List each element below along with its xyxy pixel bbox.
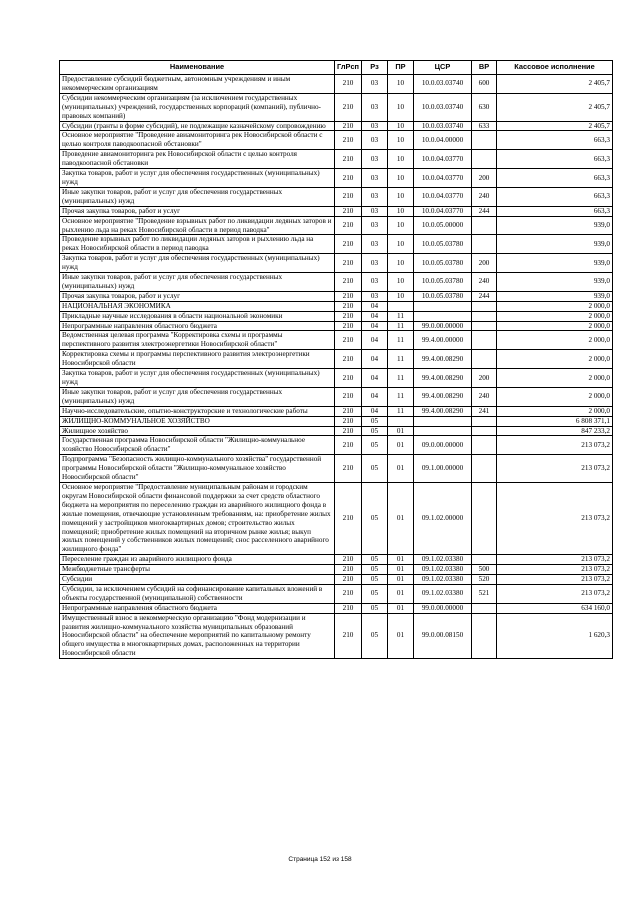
table-row [60, 321, 613, 331]
row-csr: 10.0.04.03770 [414, 169, 472, 188]
row-rz: 05 [362, 436, 388, 455]
row-pr: 11 [388, 321, 414, 331]
table-row [60, 482, 613, 554]
row-amount: 663,3 [497, 131, 613, 150]
row-vr [472, 455, 497, 483]
row-amount: 663,3 [497, 150, 613, 169]
row-vr: 630 [472, 93, 497, 121]
row-pr: 11 [388, 369, 414, 388]
row-rz: 04 [362, 369, 388, 388]
row-pr: 11 [388, 350, 414, 369]
row-csr: 10.0.03.03740 [414, 75, 472, 94]
row-rz: 04 [362, 321, 388, 331]
row-csr [414, 416, 472, 426]
row-name: Закупка товаров, работ и услуг для обеспечения государственных (муниципальных) нужд [60, 369, 335, 388]
row-glrsp: 210 [335, 254, 362, 273]
row-amount: 2 405,7 [497, 75, 613, 94]
table-row [60, 131, 613, 150]
row-amount: 213 073,2 [497, 482, 613, 554]
row-csr: 10.0.03.03740 [414, 93, 472, 121]
row-glrsp: 210 [335, 575, 362, 585]
row-csr: 10.0.05.00000 [414, 216, 472, 235]
row-vr [472, 555, 497, 565]
row-glrsp: 210 [335, 613, 362, 659]
row-csr: 09.1.02.03380 [414, 575, 472, 585]
row-name: НАЦИОНАЛЬНАЯ ЭКОНОМИКА [60, 301, 335, 311]
row-glrsp: 210 [335, 216, 362, 235]
row-pr: 01 [388, 603, 414, 613]
row-csr: 09.1.02.03380 [414, 565, 472, 575]
row-name: Проведение авиамониторинга рек Новосибирской области с целью контроля паводкоопасной обстановки [60, 150, 335, 169]
row-glrsp: 210 [335, 291, 362, 301]
row-amount: 2 000,0 [497, 387, 613, 406]
row-amount: 213 073,2 [497, 575, 613, 585]
row-amount: 663,3 [497, 169, 613, 188]
row-csr: 10.0.04.03770 [414, 150, 472, 169]
row-amount: 213 073,2 [497, 584, 613, 603]
row-pr: 10 [388, 291, 414, 301]
row-name: Закупка товаров, работ и услуг для обеспечения государственных (муниципальных) нужд [60, 254, 335, 273]
table-row [60, 254, 613, 273]
row-name: Прочая закупка товаров, работ и услуг [60, 206, 335, 216]
row-pr: 10 [388, 169, 414, 188]
row-glrsp: 210 [335, 311, 362, 321]
row-vr: 240 [472, 187, 497, 206]
row-glrsp: 210 [335, 426, 362, 436]
budget-execution-table [59, 60, 613, 659]
row-csr: 10.0.05.03780 [414, 291, 472, 301]
row-rz: 03 [362, 206, 388, 216]
row-glrsp: 210 [335, 555, 362, 565]
row-amount: 6 808 371,1 [497, 416, 613, 426]
row-rz: 03 [362, 291, 388, 301]
row-csr: 10.0.05.03780 [414, 273, 472, 292]
row-vr [472, 216, 497, 235]
row-glrsp: 210 [335, 603, 362, 613]
row-glrsp: 210 [335, 350, 362, 369]
row-csr [414, 311, 472, 321]
row-name: Прикладные научные исследования в области национальной экономики [60, 311, 335, 321]
row-pr: 10 [388, 273, 414, 292]
row-vr [472, 426, 497, 436]
row-rz: 05 [362, 555, 388, 565]
row-amount: 939,0 [497, 291, 613, 301]
row-amount: 663,3 [497, 187, 613, 206]
row-vr: 521 [472, 584, 497, 603]
row-name: Научно-исследовательские, опытно-конструкторские и технологические работы [60, 406, 335, 416]
row-glrsp: 210 [335, 235, 362, 254]
header-rz: Рз [362, 61, 388, 75]
row-amount: 213 073,2 [497, 455, 613, 483]
row-glrsp: 210 [335, 482, 362, 554]
row-csr: 99.0.00.08150 [414, 613, 472, 659]
row-vr [472, 311, 497, 321]
table-row [60, 387, 613, 406]
row-vr: 633 [472, 121, 497, 131]
row-rz: 05 [362, 584, 388, 603]
row-vr [472, 613, 497, 659]
table-row [60, 584, 613, 603]
row-vr: 244 [472, 206, 497, 216]
row-pr: 10 [388, 121, 414, 131]
row-glrsp: 210 [335, 93, 362, 121]
row-glrsp: 210 [335, 187, 362, 206]
row-vr: 200 [472, 254, 497, 273]
row-rz: 03 [362, 131, 388, 150]
table-row [60, 613, 613, 659]
row-pr: 10 [388, 206, 414, 216]
row-name: Межбюджетные трансферты [60, 565, 335, 575]
row-pr: 01 [388, 436, 414, 455]
row-csr: 99.4.00.00000 [414, 331, 472, 350]
row-vr: 244 [472, 291, 497, 301]
row-rz: 05 [362, 575, 388, 585]
table-row [60, 235, 613, 254]
row-rz: 03 [362, 169, 388, 188]
table-row [60, 93, 613, 121]
row-csr: 99.0.00.00000 [414, 321, 472, 331]
header-name: Наименование [60, 61, 335, 75]
row-rz: 04 [362, 406, 388, 416]
row-pr: 11 [388, 311, 414, 321]
row-rz: 05 [362, 613, 388, 659]
header-pr: ПР [388, 61, 414, 75]
row-rz: 04 [362, 331, 388, 350]
row-vr: 600 [472, 75, 497, 94]
row-name: Переселение граждан из аварийного жилищного фонда [60, 555, 335, 565]
row-name: Закупка товаров, работ и услуг для обеспечения государственных (муниципальных) нужд [60, 169, 335, 188]
row-glrsp: 210 [335, 321, 362, 331]
table-row [60, 121, 613, 131]
row-name: Непрограммные направления областного бюджета [60, 321, 335, 331]
header-vr: ВР [472, 61, 497, 75]
row-amount: 847 233,2 [497, 426, 613, 436]
row-rz: 03 [362, 235, 388, 254]
row-rz: 03 [362, 121, 388, 131]
table-row [60, 311, 613, 321]
budget-table-sheet [59, 60, 612, 659]
row-name: Основное мероприятие "Проведение взрывных работ по ликвидации ледяных заторов и рыхлению льда на реках Новосибирской области в период паводка" [60, 216, 335, 235]
row-name: Непрограммные направления областного бюджета [60, 603, 335, 613]
row-amount: 939,0 [497, 216, 613, 235]
header-cash-execution: Кассовое исполнение [497, 61, 613, 75]
row-vr: 520 [472, 575, 497, 585]
row-rz: 03 [362, 216, 388, 235]
row-amount: 2 405,7 [497, 93, 613, 121]
row-glrsp: 210 [335, 331, 362, 350]
row-csr: 10.0.04.00000 [414, 131, 472, 150]
row-rz: 03 [362, 254, 388, 273]
row-pr: 11 [388, 331, 414, 350]
row-rz: 04 [362, 350, 388, 369]
row-csr [414, 426, 472, 436]
row-vr [472, 150, 497, 169]
row-glrsp: 210 [335, 455, 362, 483]
row-pr: 10 [388, 131, 414, 150]
table-row [60, 603, 613, 613]
table-row [60, 406, 613, 416]
row-name: Субсидии (гранты в форме субсидий), не подлежащие казначейскому сопровождению [60, 121, 335, 131]
row-csr: 99.4.00.08290 [414, 369, 472, 388]
row-pr: 01 [388, 565, 414, 575]
header-csr: ЦСР [414, 61, 472, 75]
row-amount: 2 405,7 [497, 121, 613, 131]
row-name: Иные закупки товаров, работ и услуг для обеспечения государственных (муниципальных) нужд [60, 187, 335, 206]
row-csr: 99.4.00.08290 [414, 350, 472, 369]
table-row [60, 565, 613, 575]
row-amount: 213 073,2 [497, 436, 613, 455]
row-glrsp: 210 [335, 436, 362, 455]
row-amount: 634 160,0 [497, 603, 613, 613]
table-row [60, 75, 613, 94]
table-row [60, 436, 613, 455]
row-csr: 09.1.02.00000 [414, 482, 472, 554]
row-vr [472, 482, 497, 554]
table-row [60, 426, 613, 436]
row-name: Иные закупки товаров, работ и услуг для обеспечения государственных (муниципальных) нужд [60, 387, 335, 406]
row-rz: 05 [362, 482, 388, 554]
row-amount: 939,0 [497, 273, 613, 292]
table-row [60, 187, 613, 206]
page-number: Страница 152 из 158 [288, 856, 352, 863]
row-glrsp: 210 [335, 150, 362, 169]
row-name: Субсидии некоммерческим организациям (за исключением государственных (муниципальных) учреждений, государственных корпораций (компаний), публично-правовых компаний) [60, 93, 335, 121]
row-glrsp: 210 [335, 584, 362, 603]
row-amount: 1 620,3 [497, 613, 613, 659]
row-name: Основное мероприятие "Предоставление муниципальным районам и городским округам Новосибирской области финансовой поддержки за счет средств областного бюджета на мероприятия по переселению граждан из аварийного жилищного фонда в жилые помещения, отвечающие установленным требованиям, на: приобретение жилых помещений у застройщиков многоквартирных домов; строительство жилых помещений; приобретение жилых помещений на вторичном рынке жилья; выкуп жилых помещений у собственников жилых помещений; снос расселенного аварийного жилищного фонда" [60, 482, 335, 554]
table-row [60, 350, 613, 369]
row-csr: 10.0.05.03780 [414, 254, 472, 273]
row-pr: 01 [388, 426, 414, 436]
row-rz: 03 [362, 93, 388, 121]
row-name: Имущественный взнос в некоммерческую организацию "Фонд модернизации и развития жилищно-коммунального хозяйства муниципальных образований Новосибирской области" на обеспечение мероприятий по капитальному ремонту общего имущества в многоквартирных домах, расположенных на территории Новосибирской области [60, 613, 335, 659]
row-csr: 99.4.00.08290 [414, 406, 472, 416]
row-rz: 05 [362, 455, 388, 483]
row-vr: 500 [472, 565, 497, 575]
row-amount: 2 000,0 [497, 301, 613, 311]
header-glrsp: ГлРсп [335, 61, 362, 75]
table-row [60, 555, 613, 565]
table-row [60, 455, 613, 483]
row-amount: 939,0 [497, 235, 613, 254]
row-glrsp: 210 [335, 131, 362, 150]
row-pr [388, 301, 414, 311]
row-pr: 01 [388, 584, 414, 603]
row-pr: 01 [388, 575, 414, 585]
row-csr: 10.0.04.03770 [414, 206, 472, 216]
row-pr: 10 [388, 235, 414, 254]
row-rz: 05 [362, 603, 388, 613]
row-amount: 2 000,0 [497, 321, 613, 331]
table-row [60, 273, 613, 292]
row-vr [472, 235, 497, 254]
row-glrsp: 210 [335, 387, 362, 406]
row-name: Подпрограмма "Безопасность жилищно-коммунального хозяйства" государственной программы Новосибирской области "Жилищно-коммунальное хозяйство Новосибирской области" [60, 455, 335, 483]
row-pr: 01 [388, 555, 414, 565]
row-name: Ведомственная целевая программа "Корректировка схемы и программы перспективного развития электроэнергетики Новосибирской области" [60, 331, 335, 350]
table-row [60, 369, 613, 388]
row-rz: 04 [362, 301, 388, 311]
row-vr [472, 603, 497, 613]
row-name: Иные закупки товаров, работ и услуг для обеспечения государственных (муниципальных) нужд [60, 273, 335, 292]
row-vr: 200 [472, 369, 497, 388]
table-row [60, 291, 613, 301]
row-name: Государственная программа Новосибирской области "Жилищно-коммунальное хозяйство Новосибирской области" [60, 436, 335, 455]
row-amount: 2 000,0 [497, 369, 613, 388]
table-row [60, 301, 613, 311]
row-rz: 05 [362, 426, 388, 436]
table-body [60, 75, 613, 659]
row-amount: 2 000,0 [497, 311, 613, 321]
row-vr: 240 [472, 273, 497, 292]
row-amount: 2 000,0 [497, 406, 613, 416]
row-name: Корректировка схемы и программы перспективного развития электроэнергетики Новосибирской области [60, 350, 335, 369]
row-vr [472, 436, 497, 455]
row-amount: 213 073,2 [497, 555, 613, 565]
row-name: Предоставление субсидий бюджетным, автономным учреждениям и иным некоммерческим организациям [60, 75, 335, 94]
row-vr [472, 301, 497, 311]
row-pr: 10 [388, 187, 414, 206]
row-csr: 09.1.00.00000 [414, 455, 472, 483]
row-amount: 663,3 [497, 206, 613, 216]
row-csr: 09.1.02.03380 [414, 584, 472, 603]
row-rz: 03 [362, 273, 388, 292]
row-pr: 10 [388, 254, 414, 273]
row-csr: 10.0.05.03780 [414, 235, 472, 254]
row-pr: 01 [388, 482, 414, 554]
row-amount: 2 000,0 [497, 350, 613, 369]
row-amount: 2 000,0 [497, 331, 613, 350]
row-vr [472, 416, 497, 426]
row-pr [388, 416, 414, 426]
table-row [60, 216, 613, 235]
row-csr: 99.4.00.08290 [414, 387, 472, 406]
row-csr: 10.0.04.03770 [414, 187, 472, 206]
row-vr [472, 131, 497, 150]
row-name: Жилищное хозяйство [60, 426, 335, 436]
row-pr: 10 [388, 93, 414, 121]
table-row [60, 150, 613, 169]
row-pr: 01 [388, 613, 414, 659]
row-name: Прочая закупка товаров, работ и услуг [60, 291, 335, 301]
row-glrsp: 210 [335, 206, 362, 216]
row-name: Проведение взрывных работ по ликвидации ледяных заторов и рыхлению льда на реках Новосибирской области в период паводка [60, 235, 335, 254]
row-name: Субсидии, за исключением субсидий на софинансирование капитальных вложений в объекты государственной (муниципальной) собственности [60, 584, 335, 603]
row-vr: 241 [472, 406, 497, 416]
row-glrsp: 210 [335, 565, 362, 575]
row-pr: 11 [388, 387, 414, 406]
table-header-row [60, 61, 613, 75]
row-glrsp: 210 [335, 169, 362, 188]
row-csr [414, 301, 472, 311]
row-glrsp: 210 [335, 121, 362, 131]
row-rz: 05 [362, 565, 388, 575]
row-glrsp: 210 [335, 369, 362, 388]
row-csr: 10.0.03.03740 [414, 121, 472, 131]
row-csr: 09.0.00.00000 [414, 436, 472, 455]
row-pr: 10 [388, 75, 414, 94]
row-pr: 01 [388, 455, 414, 483]
row-vr [472, 331, 497, 350]
row-rz: 04 [362, 387, 388, 406]
row-rz: 05 [362, 416, 388, 426]
table-row [60, 206, 613, 216]
table-row [60, 169, 613, 188]
row-name: ЖИЛИЩНО-КОММУНАЛЬНОЕ ХОЗЯЙСТВО [60, 416, 335, 426]
row-vr: 200 [472, 169, 497, 188]
row-glrsp: 210 [335, 416, 362, 426]
row-glrsp: 210 [335, 75, 362, 94]
row-rz: 03 [362, 75, 388, 94]
row-glrsp: 210 [335, 406, 362, 416]
row-vr [472, 350, 497, 369]
row-glrsp: 210 [335, 301, 362, 311]
row-pr: 10 [388, 150, 414, 169]
row-vr: 240 [472, 387, 497, 406]
row-amount: 939,0 [497, 254, 613, 273]
row-rz: 03 [362, 187, 388, 206]
table-row [60, 575, 613, 585]
row-rz: 04 [362, 311, 388, 321]
table-row [60, 416, 613, 426]
row-name: Основное мероприятие "Проведение авиамониторинга рек Новосибирской области с целью контроля паводкоопасной обстановки" [60, 131, 335, 150]
row-pr: 11 [388, 406, 414, 416]
row-rz: 03 [362, 150, 388, 169]
row-vr [472, 321, 497, 331]
row-csr: 09.1.02.03380 [414, 555, 472, 565]
row-pr: 10 [388, 216, 414, 235]
row-amount: 213 073,2 [497, 565, 613, 575]
row-csr: 99.0.00.00000 [414, 603, 472, 613]
row-name: Субсидии [60, 575, 335, 585]
table-row [60, 331, 613, 350]
row-glrsp: 210 [335, 273, 362, 292]
